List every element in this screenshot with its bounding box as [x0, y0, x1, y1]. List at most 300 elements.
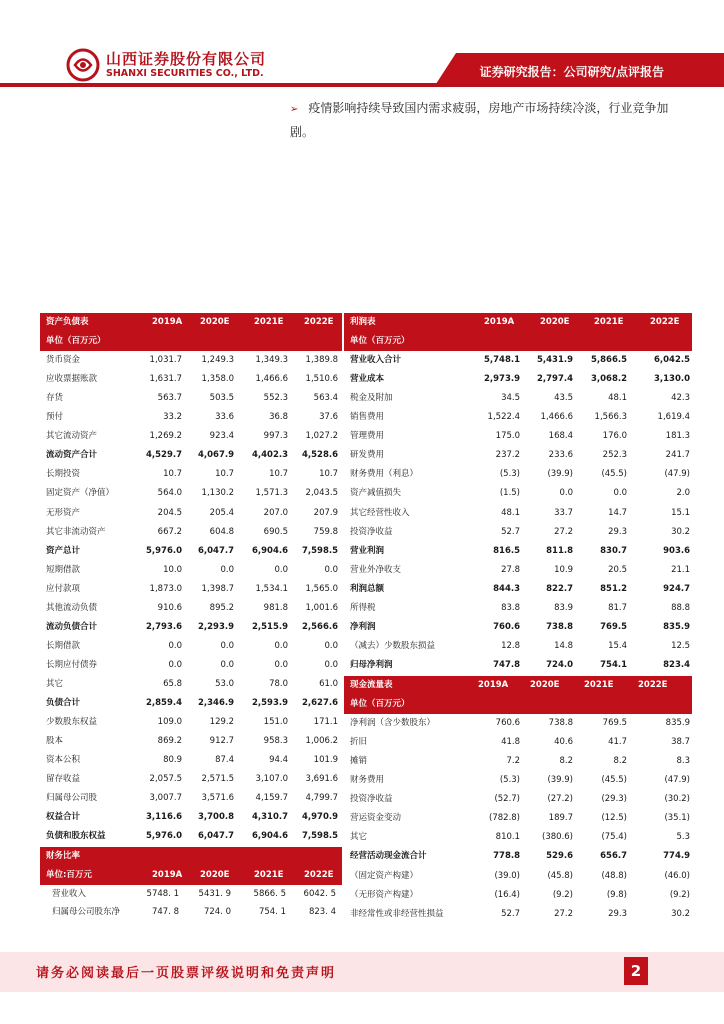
row-value: (35.1): [664, 813, 690, 824]
row-value: 822.7: [546, 583, 573, 594]
row-value: 1,466.6: [540, 412, 573, 423]
row-value: 38.7: [671, 737, 690, 748]
row-value: (39.0): [494, 870, 520, 881]
bullet-point: [290, 97, 690, 144]
row-value: 41.7: [608, 737, 627, 748]
row-label: 所得税: [350, 602, 376, 613]
row-value: 738.8: [548, 718, 573, 729]
table-row: [344, 370, 692, 389]
row-value: 10.7: [319, 469, 338, 480]
table-row: [40, 599, 342, 618]
page-number: 2: [624, 957, 648, 985]
table-row: [344, 427, 692, 446]
row-value: 869.2: [157, 736, 182, 747]
row-label: 流动负债合计: [46, 621, 98, 632]
arrow-bullet-icon: ➢: [290, 104, 299, 115]
row-value: (9.2): [669, 889, 690, 900]
company-logo-icon: [66, 48, 100, 82]
balance-title: 资产负债表: [46, 317, 89, 327]
row-value: 129.2: [209, 717, 234, 728]
row-value: 958.3: [263, 736, 288, 747]
row-value: 903.6: [663, 545, 690, 556]
row-value: 690.5: [263, 526, 288, 537]
table-row: [40, 408, 342, 427]
row-value: 2,515.9: [251, 621, 288, 632]
row-value: 109.0: [157, 717, 182, 728]
row-value: 5748. 1: [146, 888, 179, 899]
row-value: 10.0: [163, 564, 182, 575]
row-value: 52.7: [501, 526, 520, 537]
row-value: 3,068.2: [590, 374, 627, 385]
row-value: 43.5: [554, 393, 573, 404]
row-value: 754.1: [600, 659, 627, 670]
row-value: 6,047.7: [197, 831, 234, 842]
row-value: 924.7: [663, 583, 690, 594]
row-value: 563.7: [157, 393, 182, 404]
table-row: [40, 770, 342, 789]
row-value: (52.7): [494, 794, 520, 805]
row-value: 181.3: [665, 431, 690, 442]
row-value: 4,310.7: [251, 812, 288, 823]
row-value: 233.6: [548, 450, 573, 461]
row-value: 3,700.8: [197, 812, 234, 823]
row-value: 2,793.6: [145, 621, 182, 632]
row-value: 1,358.0: [201, 374, 234, 385]
row-label: （固定资产构建）: [350, 870, 419, 881]
row-value: 65.8: [163, 678, 182, 689]
row-value: 2.0: [676, 488, 690, 499]
row-label: 留存收益: [46, 774, 81, 785]
row-label: 其它流动资产: [46, 431, 98, 442]
row-value: 12.8: [501, 640, 520, 651]
row-value: 754. 1: [258, 907, 286, 918]
table-row: [40, 675, 342, 694]
table-row: [40, 523, 342, 542]
cashflow-title-row: [344, 676, 692, 695]
row-value: 5,976.0: [145, 545, 182, 556]
row-value: 923.4: [209, 431, 234, 442]
company-name-en: SHANXI SECURITIES CO., LTD.: [106, 68, 264, 79]
row-value: 33.6: [215, 412, 234, 423]
row-value: 0.0: [613, 488, 627, 499]
row-label: 其它非流动资产: [46, 526, 106, 537]
row-label: 无形资产: [46, 507, 81, 518]
row-value: 78.0: [269, 678, 288, 689]
row-value: 237.2: [495, 450, 520, 461]
row-value: 10.7: [269, 469, 288, 480]
ratios-unit: 单位:百万元: [46, 869, 92, 880]
row-value: 759.8: [313, 526, 338, 537]
row-label: 经营活动现金流合计: [350, 851, 427, 862]
row-value: 171.1: [313, 717, 338, 728]
income-unit-row: [344, 332, 692, 351]
row-value: 42.3: [671, 393, 690, 404]
row-value: 8.2: [613, 756, 627, 767]
row-value: 769.5: [602, 718, 627, 729]
table-row: [40, 504, 342, 523]
row-label: 营业外净收支: [350, 564, 402, 575]
row-label: （无形资产构建）: [350, 889, 419, 900]
ratios-year-header: 2019A: [152, 869, 183, 880]
row-value: 207.0: [263, 507, 288, 518]
row-value: 2,571.5: [201, 774, 234, 785]
table-row: [40, 446, 342, 465]
row-value: 2,057.5: [149, 774, 182, 785]
table-row: [40, 732, 342, 751]
row-value: 5866. 5: [253, 888, 286, 899]
row-label: 净利润（含少数股东）: [350, 718, 436, 729]
row-value: 997.3: [263, 431, 288, 442]
row-label: 利润总额: [350, 583, 385, 594]
row-label: 应付款项: [46, 583, 81, 594]
income-year-header: 2022E: [650, 317, 680, 327]
table-row: [40, 694, 342, 713]
ratios-title: 财务比率: [46, 851, 81, 861]
row-value: 0.0: [274, 640, 288, 651]
row-value: 1,249.3: [201, 355, 234, 366]
row-value: 8.3: [676, 756, 690, 767]
row-value: 30.2: [671, 908, 690, 919]
row-label: 营运资金变动: [350, 813, 402, 824]
ratios-title-row: [40, 847, 342, 866]
row-label: 营业收入: [52, 888, 87, 899]
row-value: 10.9: [554, 564, 573, 575]
row-value: 1,510.6: [305, 374, 338, 385]
table-row: [40, 561, 342, 580]
row-label: 税金及附加: [350, 393, 393, 404]
row-label: 应收票据账款: [46, 374, 98, 385]
table-row: [40, 484, 342, 503]
row-value: 87.4: [215, 755, 234, 766]
row-value: 769.5: [600, 621, 627, 632]
row-value: 1,631.7: [149, 374, 182, 385]
row-value: 176.0: [602, 431, 627, 442]
row-value: 844.3: [493, 583, 520, 594]
row-value: (5.3): [499, 469, 520, 480]
row-value: 30.2: [671, 526, 690, 537]
row-value: (30.2): [664, 794, 690, 805]
cashflow-year-header: 2021E: [584, 680, 614, 690]
row-value: 1,565.0: [305, 583, 338, 594]
row-value: 4,159.7: [255, 793, 288, 804]
row-label: 资产总计: [46, 545, 81, 556]
row-label: 负债合计: [46, 698, 81, 708]
row-value: 5,866.5: [590, 355, 627, 366]
row-value: 33.2: [163, 412, 182, 423]
row-label: 财务费用（利息）: [350, 469, 419, 480]
row-value: 101.9: [313, 755, 338, 766]
row-value: 80.9: [163, 755, 182, 766]
row-value: 1,001.6: [305, 602, 338, 613]
row-label: 管理费用: [350, 431, 385, 442]
row-value: 7,598.5: [301, 545, 338, 556]
ratios-year-header: 2022E: [304, 869, 334, 880]
row-label: （减去）少数股东损益: [350, 640, 436, 651]
income-year-header: 2020E: [540, 317, 570, 327]
income-year-header: 2021E: [594, 317, 624, 327]
row-label: 其他流动负债: [46, 602, 98, 613]
table-row: [344, 408, 692, 427]
row-value: 0.0: [274, 564, 288, 575]
row-value: 15.1: [671, 507, 690, 518]
table-row: [344, 733, 692, 752]
table-row: [40, 618, 342, 637]
table-row: [344, 828, 692, 847]
row-label: 归属母公司股东净: [52, 907, 121, 918]
row-value: (380.6): [542, 832, 573, 843]
row-label: 投资净收益: [350, 526, 393, 537]
row-label: 其它经营性收入: [350, 507, 410, 518]
row-value: 656.7: [600, 851, 627, 862]
row-value: 4,402.3: [251, 450, 288, 461]
ratios-unit-row: [40, 866, 342, 885]
table-row: [344, 523, 692, 542]
row-label: 摊销: [350, 756, 368, 767]
table-row: [40, 542, 342, 561]
row-label: 归属母公司股: [46, 793, 98, 804]
row-value: 2,859.4: [145, 698, 182, 708]
row-value: 2,566.6: [301, 621, 338, 632]
row-value: 10.7: [215, 469, 234, 480]
row-value: 823.4: [663, 659, 690, 670]
row-value: 1,571.3: [255, 488, 288, 499]
table-row: [344, 809, 692, 828]
table-row: [40, 789, 342, 808]
row-label: 销售费用: [350, 412, 385, 423]
row-value: 34.5: [501, 393, 520, 404]
balance-year-header: 2022E: [304, 317, 334, 327]
table-row: [344, 790, 692, 809]
table-row: [344, 905, 692, 924]
row-value: (45.5): [601, 775, 627, 786]
row-label: 股本: [46, 736, 64, 747]
row-label: 营业成本: [350, 374, 385, 385]
row-value: 774.9: [663, 851, 690, 862]
row-value: 205.4: [209, 507, 234, 518]
row-label: 固定资产（净值）: [46, 488, 115, 499]
balance-year-header: 2019A: [152, 317, 183, 327]
row-value: 88.8: [671, 602, 690, 613]
row-value: 5,976.0: [145, 831, 182, 842]
row-value: 29.3: [608, 526, 627, 537]
row-value: (48.8): [601, 870, 627, 881]
row-value: 14.8: [554, 640, 573, 651]
cashflow-year-header: 2020E: [530, 680, 560, 690]
row-value: (1.5): [499, 488, 520, 499]
row-value: 1,006.2: [305, 736, 338, 747]
row-value: 81.7: [608, 602, 627, 613]
row-value: 0.0: [168, 640, 182, 651]
row-value: 61.0: [319, 678, 338, 689]
cashflow-unit: 单位（百万元）: [350, 699, 410, 710]
table-row: [40, 808, 342, 827]
row-value: 2,043.5: [305, 488, 338, 499]
row-value: 241.7: [665, 450, 690, 461]
row-value: 6,042.5: [653, 355, 690, 366]
table-row: [344, 886, 692, 905]
row-value: 3,691.6: [305, 774, 338, 785]
row-value: 40.6: [554, 737, 573, 748]
row-value: 823. 4: [308, 907, 336, 918]
row-value: 563.4: [313, 393, 338, 404]
row-value: 724. 0: [203, 907, 231, 918]
row-value: 10.7: [163, 469, 182, 480]
row-value: 2,593.9: [251, 698, 288, 708]
table-row: [40, 370, 342, 389]
row-value: 667.2: [157, 526, 182, 537]
row-value: 0.0: [220, 659, 234, 670]
row-value: (45.8): [547, 870, 573, 881]
row-value: 910.6: [157, 602, 182, 613]
row-value: 1,522.4: [487, 412, 520, 423]
row-value: 4,529.7: [145, 450, 182, 461]
row-label: 预付: [46, 412, 64, 423]
row-value: 895.2: [209, 602, 234, 613]
row-value: 27.2: [554, 526, 573, 537]
row-value: 1,466.6: [255, 374, 288, 385]
row-value: 5.3: [676, 832, 690, 843]
row-value: 2,973.9: [483, 374, 520, 385]
row-value: 6,047.7: [197, 545, 234, 556]
row-label: 短期借款: [46, 564, 81, 575]
row-value: 0.0: [220, 564, 234, 575]
table-row: [40, 885, 342, 904]
row-value: 12.5: [671, 640, 690, 651]
row-value: (29.3): [601, 794, 627, 805]
table-row: [344, 465, 692, 484]
row-value: 0.0: [559, 488, 573, 499]
row-value: 5,431.9: [536, 355, 573, 366]
cashflow-year-header: 2019A: [478, 680, 509, 690]
table-row: [40, 637, 342, 656]
report-type: 证券研究报告：公司研究/点评报告: [479, 65, 664, 79]
row-value: 4,799.7: [305, 793, 338, 804]
row-value: 27.8: [501, 564, 520, 575]
row-value: 3,571.6: [201, 793, 234, 804]
row-label: 长期投资: [46, 469, 81, 480]
row-value: 1,130.2: [201, 488, 234, 499]
row-value: 604.8: [209, 526, 234, 537]
row-value: 1,349.3: [255, 355, 288, 366]
row-value: 53.0: [215, 678, 234, 689]
row-label: 货币资金: [46, 355, 81, 366]
company-logo: [66, 48, 266, 82]
row-value: 48.1: [608, 393, 627, 404]
page-header: [0, 0, 724, 100]
row-label: 投资净收益: [350, 794, 393, 805]
footer-notice: 请务必阅读最后一页股票评级说明和免责声明: [36, 966, 337, 981]
row-value: 33.7: [554, 507, 573, 518]
cashflow-unit-row: [344, 695, 692, 714]
row-label: 其它: [350, 832, 368, 843]
table-row: [344, 446, 692, 465]
row-value: 14.7: [608, 507, 627, 518]
table-row: [40, 465, 342, 484]
row-value: 851.2: [600, 583, 627, 594]
row-label: 其它: [46, 678, 64, 689]
row-value: 747.8: [493, 659, 520, 670]
row-label: 营业收入合计: [350, 355, 402, 366]
row-value: 41.8: [501, 737, 520, 748]
row-value: 724.0: [546, 659, 573, 670]
row-value: 7.2: [506, 756, 520, 767]
table-row: [344, 714, 692, 733]
row-value: 29.3: [608, 908, 627, 919]
row-value: 20.5: [608, 564, 627, 575]
row-value: 0.0: [220, 640, 234, 651]
row-value: 189.7: [548, 813, 573, 824]
row-label: 资本公积: [46, 755, 81, 766]
row-value: 0.0: [324, 640, 338, 651]
row-value: 0.0: [324, 659, 338, 670]
row-value: 1,027.2: [305, 431, 338, 442]
row-value: 810.1: [495, 832, 520, 843]
row-value: (27.2): [547, 794, 573, 805]
table-row: [40, 751, 342, 770]
row-value: (47.9): [664, 469, 690, 480]
balance-year-header: 2021E: [254, 317, 284, 327]
ratios-year-header: 2021E: [254, 869, 284, 880]
row-value: 3,130.0: [653, 374, 690, 385]
row-value: 2,797.4: [536, 374, 573, 385]
cashflow-title: 现金流量表: [350, 680, 393, 690]
row-value: 36.8: [269, 412, 288, 423]
income-title-row: [344, 313, 692, 332]
row-value: (16.4): [494, 889, 520, 900]
row-label: 权益合计: [46, 812, 81, 823]
row-value: 552.3: [263, 393, 288, 404]
row-label: 营业利润: [350, 545, 385, 556]
row-value: 4,528.6: [301, 450, 338, 461]
row-value: 4,067.9: [197, 450, 234, 461]
table-row: [344, 847, 692, 866]
row-value: 175.0: [495, 431, 520, 442]
row-label: 长期应付债券: [46, 659, 98, 670]
row-value: 94.4: [269, 755, 288, 766]
row-value: 1,269.2: [149, 431, 182, 442]
row-value: 6,904.6: [251, 831, 288, 842]
row-value: 52.7: [501, 908, 520, 919]
row-value: 6042. 5: [303, 888, 336, 899]
row-value: 37.6: [319, 412, 338, 423]
table-row: [344, 637, 692, 656]
cashflow-year-header: 2022E: [638, 680, 668, 690]
table-row: [344, 599, 692, 618]
row-value: (5.3): [499, 775, 520, 786]
row-value: 912.7: [209, 736, 234, 747]
row-value: (39.9): [547, 469, 573, 480]
row-value: 981.8: [263, 602, 288, 613]
table-row: [344, 561, 692, 580]
row-label: 长期借款: [46, 640, 81, 651]
row-value: 48.1: [501, 507, 520, 518]
ratios-year-header: 2020E: [200, 869, 230, 880]
row-value: (39.9): [547, 775, 573, 786]
row-value: 760.6: [493, 621, 520, 632]
row-value: (45.5): [601, 469, 627, 480]
row-value: 811.8: [546, 545, 573, 556]
row-value: 503.5: [209, 393, 234, 404]
row-value: 2,346.9: [197, 698, 234, 708]
row-value: (9.8): [606, 889, 627, 900]
row-label: 净利润: [350, 621, 376, 632]
row-value: 3,116.6: [145, 812, 182, 823]
table-row: [344, 771, 692, 790]
row-value: 207.9: [313, 507, 338, 518]
table-row: [344, 351, 692, 370]
row-label: 少数股东权益: [46, 717, 98, 728]
table-row: [344, 656, 692, 675]
